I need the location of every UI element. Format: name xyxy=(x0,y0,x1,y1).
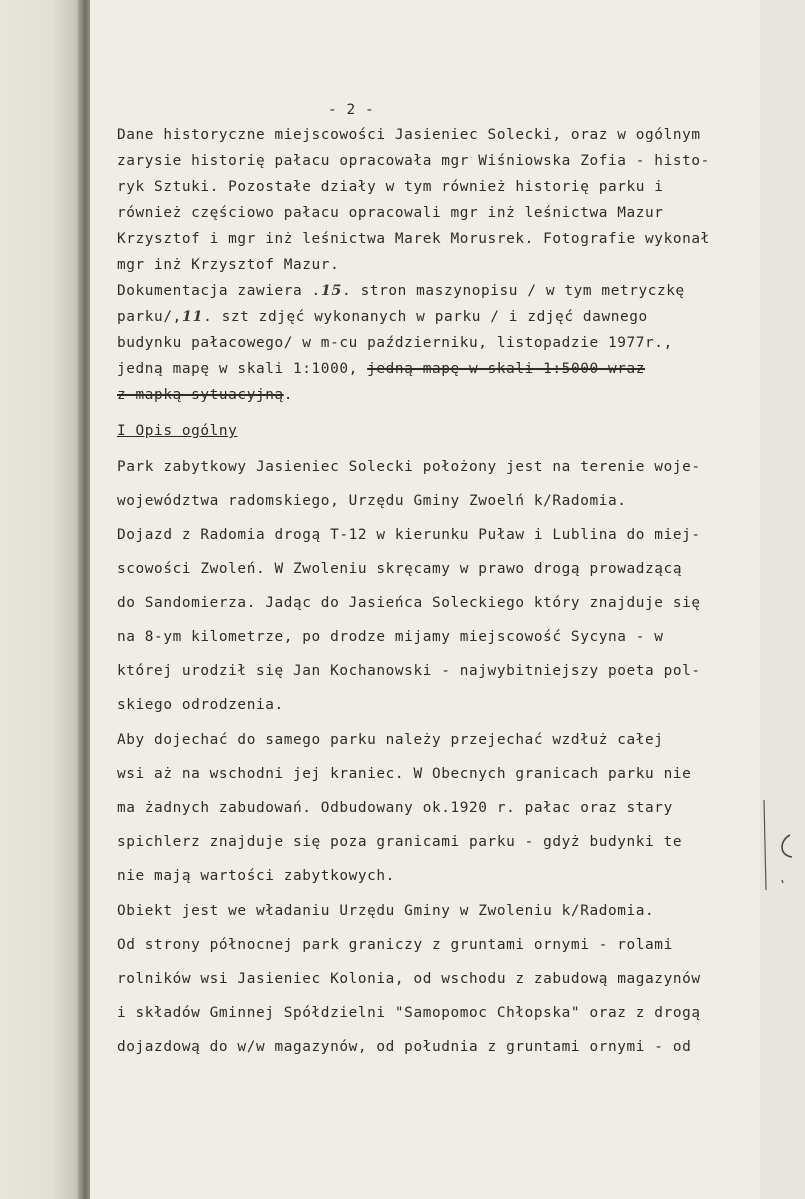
text-line: wsi aż na wschodni jej kraniec. W Obecnych granicach parku nie xyxy=(117,766,692,782)
text-line: Aby dojechać do samego parku należy przejechać wzdłuż całej xyxy=(117,732,664,748)
text-line: spichlerz znajduje się poza granicami parku - gdyż budynki te xyxy=(117,834,683,850)
text-segment: jedną mapę w skali 1: xyxy=(117,361,312,377)
documentation-line xyxy=(117,388,293,402)
text-segment: Dokumentacja zawiera . xyxy=(117,283,321,299)
text-segment: , xyxy=(348,361,368,377)
text-line: ryk Sztuki. Pozostałe działy w tym również historię parku i xyxy=(117,179,664,195)
text-line: skiego odrodzenia. xyxy=(117,697,284,713)
text-segment: parku/, xyxy=(117,309,182,325)
text-segment: . stron maszynopisu / w tym metryczkę xyxy=(342,283,685,299)
section-heading: I Opis ogólny xyxy=(117,423,238,439)
documentation-line: budynku pałacowego/ w m-cu październiku, listopadzie 1977r., xyxy=(117,335,673,351)
text-line: Obiekt jest we władaniu Urzędu Gminy w Zwoleniu k/Radomia. xyxy=(117,903,655,919)
text-line: zarysie historię pałacu opracowała mgr Wiśniowska Zofia - histo- xyxy=(117,153,710,169)
page-number: - 2 - xyxy=(328,102,375,118)
map-scale: 1000 xyxy=(311,361,349,377)
text-segment: . xyxy=(283,387,294,403)
text-line: rolników wsi Jasieniec Kolonia, od wschodu z zabudową magazynów xyxy=(117,971,701,987)
text-segment: . szt zdjęć wykonanych w parku / i zdjęć dawnego xyxy=(203,309,648,325)
text-line: Od strony północnej park graniczy z gruntami ornymi - rolami xyxy=(117,937,673,953)
text-line: Park zabytkowy Jasieniec Solecki położony jest na terenie woje- xyxy=(117,459,701,475)
text-line: ma żadnych zabudowań. Odbudowany ok.1920 r. pałac oraz stary xyxy=(117,800,673,816)
text-line: Krzysztof i mgr inż leśnictwa Marek Morusrek. Fotografie wykonał xyxy=(117,231,710,247)
text-line: na 8-ym kilometrze, po drodze mijamy miejscowość Sycyna - w xyxy=(117,629,664,645)
struck-text: jedną mapę w skali 1:5000 wraz xyxy=(367,361,646,377)
struck-text: z mapką sytuacyjną xyxy=(117,387,284,403)
adjacent-page-left-edge xyxy=(0,0,88,1199)
text-line: nie mają wartości zabytkowych. xyxy=(117,868,395,884)
text-line: i składów Gminnej Spółdzielni "Samopomoc Chłopska" oraz z drogą xyxy=(117,1005,701,1021)
handwritten-pages-count: 15 xyxy=(320,282,343,299)
text-line: województwa radomskiego, Urzędu Gminy Zwoelń k/Radomia. xyxy=(117,493,627,509)
handwritten-margin-mark xyxy=(760,795,800,895)
text-line: również częściowo pałacu opracowali mgr inż leśnictwa Mazur xyxy=(117,205,664,221)
text-line: do Sandomierza. Jadąc do Jasieńca Soleckiego który znajduje się xyxy=(117,595,701,611)
text-line: Dojazd z Radomia drogą T-12 w kierunku Puław i Lublina do miej- xyxy=(117,527,701,543)
documentation-line xyxy=(117,362,645,376)
documentation-line xyxy=(117,284,685,298)
documentation-line xyxy=(117,310,648,324)
text-line: mgr inż Krzysztof Mazur. xyxy=(117,257,340,273)
text-line: której urodził się Jan Kochanowski - najwybitniejszy poeta pol- xyxy=(117,663,701,679)
handwritten-photos-count: 11 xyxy=(181,308,204,325)
bleed-through-page-edge xyxy=(760,0,805,1199)
text-line: scowości Zwoleń. W Zwoleniu skręcamy w prawo drogą prowadzącą xyxy=(117,561,683,577)
text-line: dojazdową do w/w magazynów, od południa z gruntami ornymi - od xyxy=(117,1039,692,1055)
text-line: Dane historyczne miejscowości Jasieniec Solecki, oraz w ogólnym xyxy=(117,127,701,143)
